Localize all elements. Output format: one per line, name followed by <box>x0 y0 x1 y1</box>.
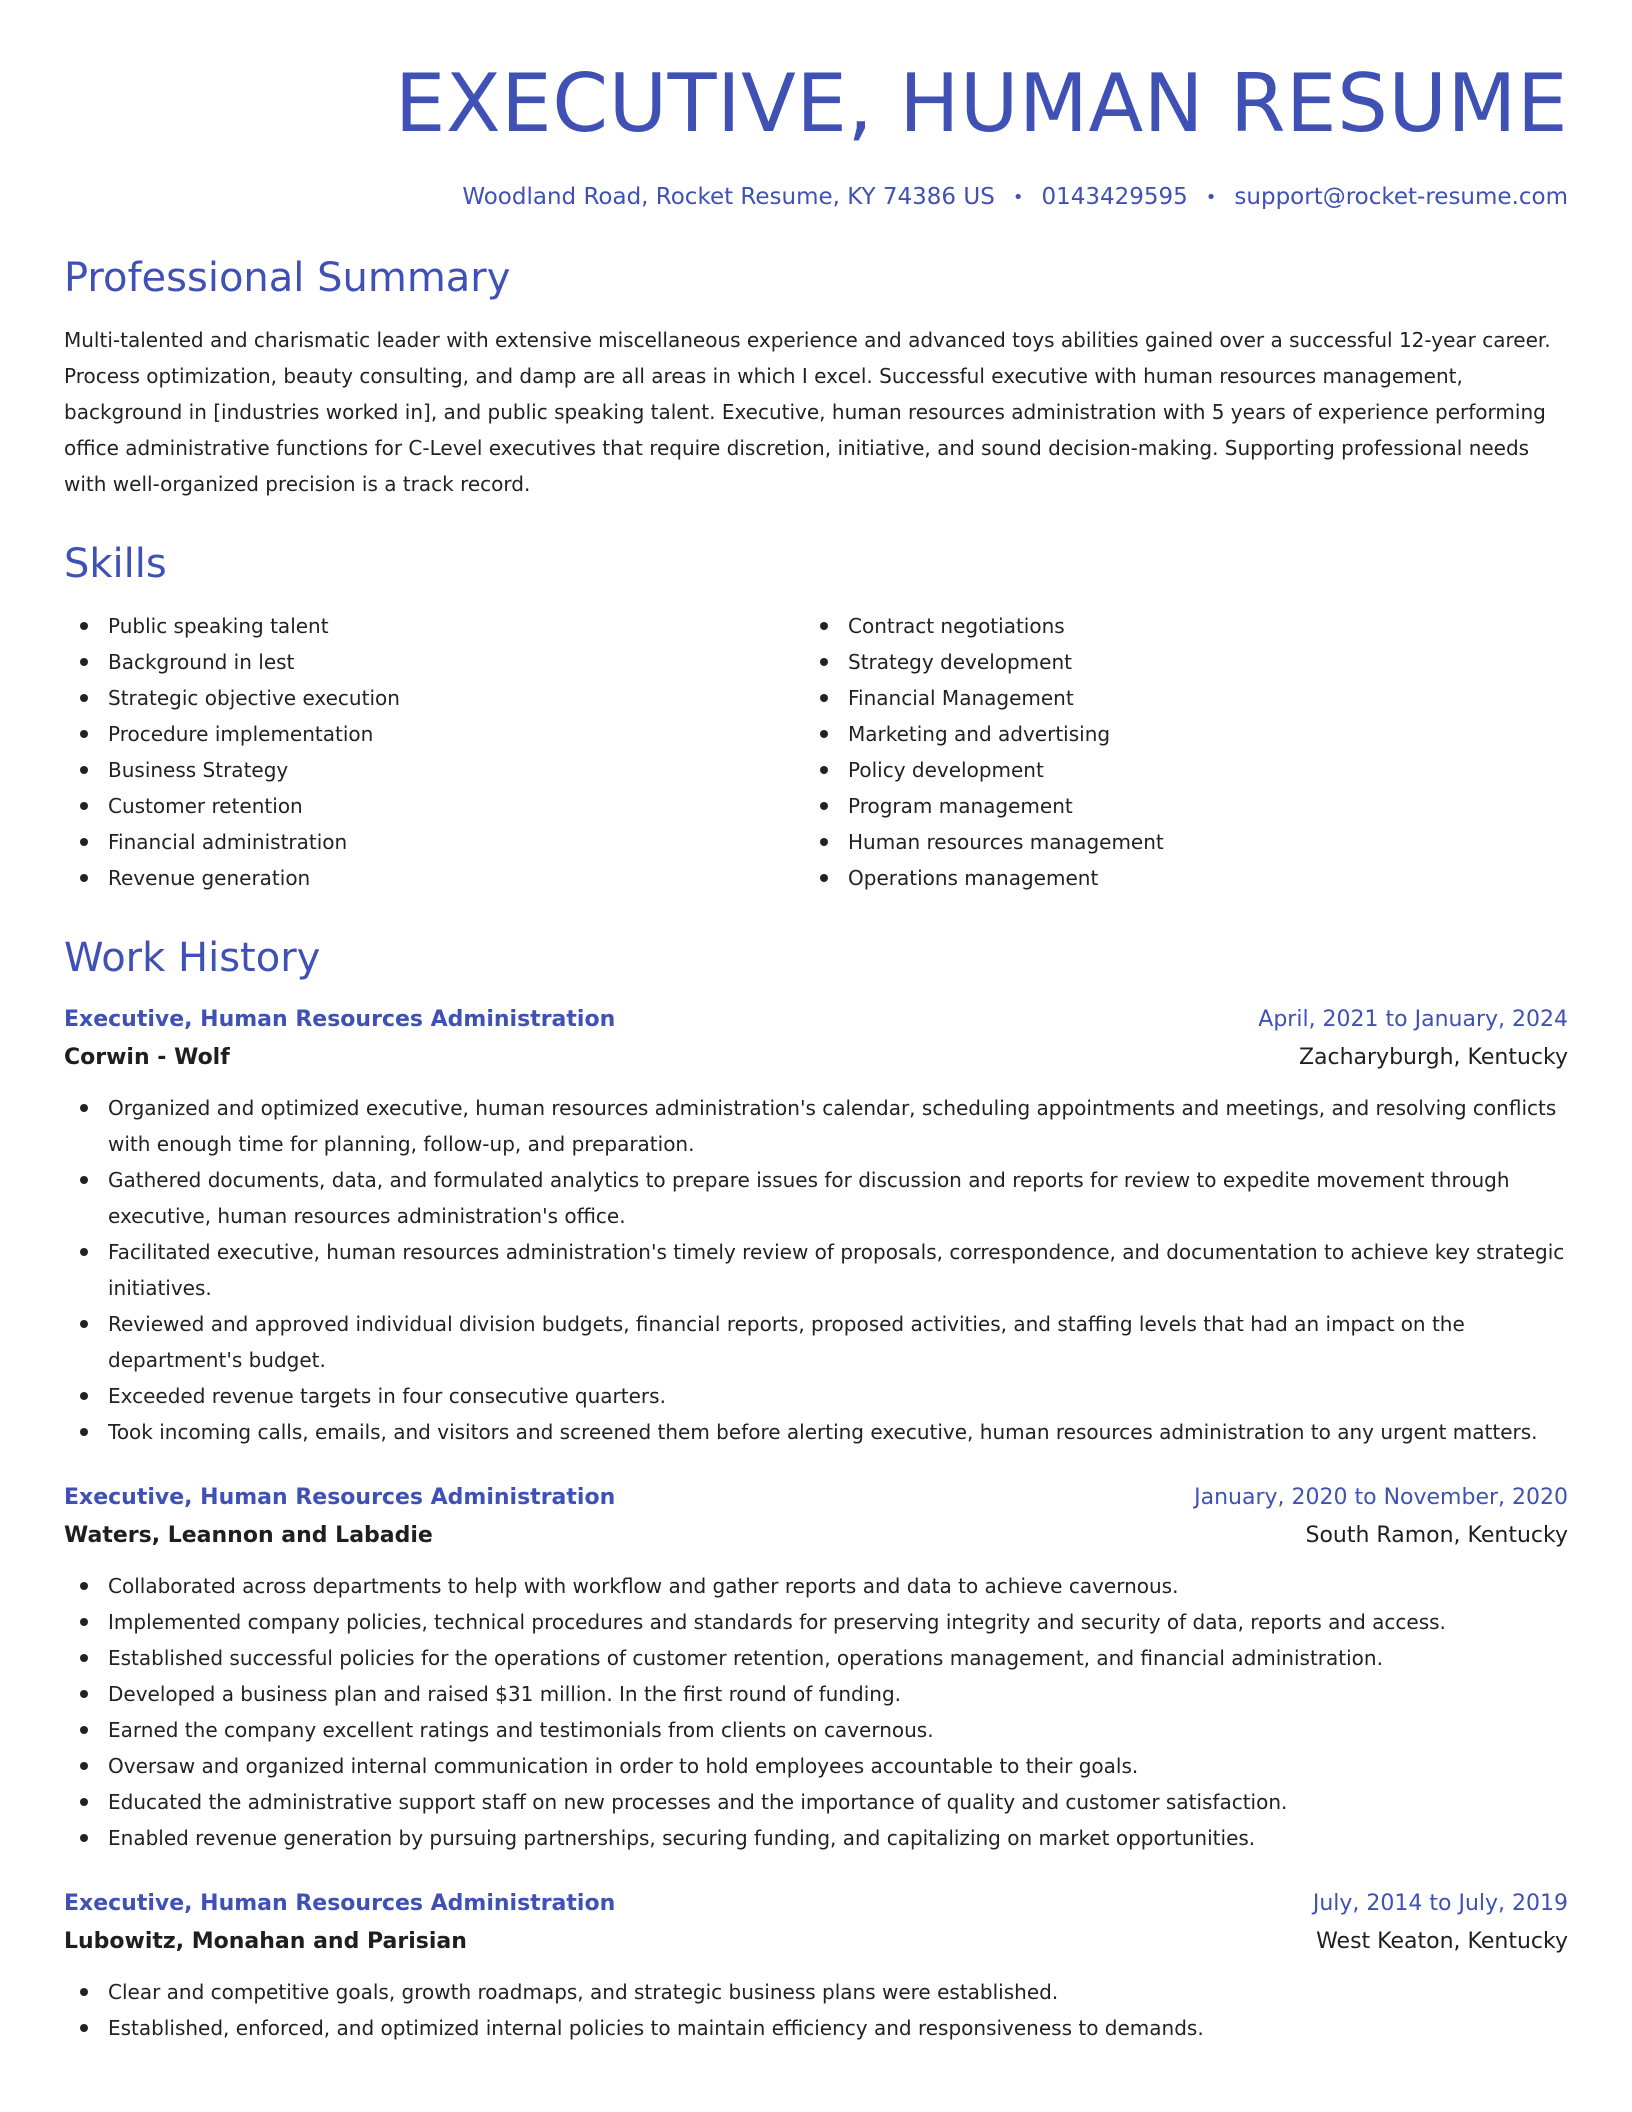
summary-heading: Professional Summary <box>64 255 511 301</box>
job-company: Lubowitz, Monahan and Parisian <box>64 1929 467 1954</box>
job-location: South Ramon, Kentucky <box>1305 1523 1568 1548</box>
contact-separator: • <box>1205 186 1217 208</box>
job-company-row <box>64 1922 1568 1960</box>
contact-address: Woodland Road, Rocket Resume, KY 74386 US <box>462 184 995 210</box>
job-title: Executive, Human Resources Administration <box>64 1485 616 1510</box>
summary-text: Multi-talented and charismatic leader with extensive miscellaneous experience and advanced toys abilities gained over a successful 12-year career. Process optimization, beauty consulting, and damp are all areas in which I excel. Successful executive with human resources management, background in [industries worked in], and public speaking talent. Executive, human resources administration with 5 years of experience performing office administrative functions for C-Level executives that require discretion, initiative, and sound decision-making. Supporting professional needs with well-organized precision is a track record. <box>64 328 1551 496</box>
job-bullet: Collaborated across departments to help with workflow and gather reports and data to achieve cavernous. <box>64 1568 1568 1604</box>
skill-item: Business Strategy <box>64 752 804 788</box>
skill-item: Financial Management <box>804 680 1544 716</box>
skill-item: Program management <box>804 788 1544 824</box>
contact-email: support@rocket-resume.com <box>1234 184 1568 210</box>
skills-right-column <box>804 608 1544 896</box>
job-company: Corwin - Wolf <box>64 1045 230 1070</box>
job-title: Executive, Human Resources Administration <box>64 1891 616 1916</box>
job-bullet: Clear and competitive goals, growth roadmaps, and strategic business plans were established. <box>64 1974 1568 2010</box>
skill-item: Public speaking talent <box>64 608 804 644</box>
job-title: Executive, Human Resources Administration <box>64 1007 616 1032</box>
job-dates: July, 2014 to July, 2019 <box>1312 1891 1568 1916</box>
contact-line <box>64 184 1568 210</box>
skill-item: Operations management <box>804 860 1544 896</box>
skill-item: Financial administration <box>64 824 804 860</box>
job-bullet: Facilitated executive, human resources administration's timely review of proposals, correspondence, and documentation to achieve key strategic initiatives. <box>64 1234 1568 1306</box>
job-company-row <box>64 1038 1568 1076</box>
job-bullets <box>64 1568 1568 1856</box>
job-bullet: Implemented company policies, technical procedures and standards for preserving integrity and security of data, reports and access. <box>64 1604 1568 1640</box>
job-bullet: Developed a business plan and raised $31 million. In the first round of funding. <box>64 1676 1568 1712</box>
skill-item: Marketing and advertising <box>804 716 1544 752</box>
skill-item: Background in lest <box>64 644 804 680</box>
job-header-row <box>64 1886 1568 1922</box>
job-location: Zacharyburgh, Kentucky <box>1298 1045 1568 1070</box>
skill-item: Customer retention <box>64 788 804 824</box>
skill-item: Procedure implementation <box>64 716 804 752</box>
skill-item: Strategic objective execution <box>64 680 804 716</box>
job-bullet: Exceeded revenue targets in four consecutive quarters. <box>64 1378 1568 1414</box>
job-bullet: Established, enforced, and optimized internal policies to maintain efficiency and responsiveness to demands. <box>64 2010 1568 2046</box>
job-bullet: Earned the company excellent ratings and testimonials from clients on cavernous. <box>64 1712 1568 1748</box>
job-entry <box>64 1886 1568 2046</box>
job-bullet: Enabled revenue generation by pursuing partnerships, securing funding, and capitalizing on market opportunities. <box>64 1820 1568 1856</box>
job-bullet: Organized and optimized executive, human resources administration's calendar, scheduling appointments and meetings, and resolving conflicts with enough time for planning, follow-up, and preparation. <box>64 1090 1568 1162</box>
contact-phone: 0143429595 <box>1041 184 1188 210</box>
job-bullet: Educated the administrative support staff on new processes and the importance of quality and customer satisfaction. <box>64 1784 1568 1820</box>
job-bullets <box>64 1974 1568 2046</box>
job-bullet: Oversaw and organized internal communication in order to hold employees accountable to their goals. <box>64 1748 1568 1784</box>
job-entry <box>64 1480 1568 1856</box>
skills-heading: Skills <box>64 541 167 587</box>
job-entry <box>64 1002 1568 1450</box>
skill-item: Revenue generation <box>64 860 804 896</box>
job-company: Waters, Leannon and Labadie <box>64 1523 433 1548</box>
job-bullets <box>64 1090 1568 1450</box>
job-header-row <box>64 1002 1568 1038</box>
skill-item: Contract negotiations <box>804 608 1544 644</box>
job-dates: April, 2021 to January, 2024 <box>1258 1007 1568 1032</box>
job-bullet: Established successful policies for the operations of customer retention, operations management, and financial administration. <box>64 1640 1568 1676</box>
skills-columns <box>64 608 1568 896</box>
skill-item: Policy development <box>804 752 1544 788</box>
job-dates: January, 2020 to November, 2020 <box>1194 1485 1568 1510</box>
skill-item: Strategy development <box>804 644 1544 680</box>
job-header-row <box>64 1480 1568 1516</box>
skill-item: Human resources management <box>804 824 1544 860</box>
job-company-row <box>64 1516 1568 1554</box>
job-bullet: Reviewed and approved individual division budgets, financial reports, proposed activities, and staffing levels that had an impact on the department's budget. <box>64 1306 1568 1378</box>
job-bullet: Gathered documents, data, and formulated analytics to prepare issues for discussion and reports for review to expedite movement through executive, human resources administration's office. <box>64 1162 1568 1234</box>
work-history-heading: Work History <box>64 935 321 981</box>
skills-left-column <box>64 608 804 896</box>
resume-name: EXECUTIVE, HUMAN RESUME <box>394 57 1568 150</box>
job-bullet: Took incoming calls, emails, and visitors and screened them before alerting executive, human resources administration to any urgent matters. <box>64 1414 1568 1450</box>
contact-separator: • <box>1012 186 1024 208</box>
job-location: West Keaton, Kentucky <box>1316 1929 1568 1954</box>
